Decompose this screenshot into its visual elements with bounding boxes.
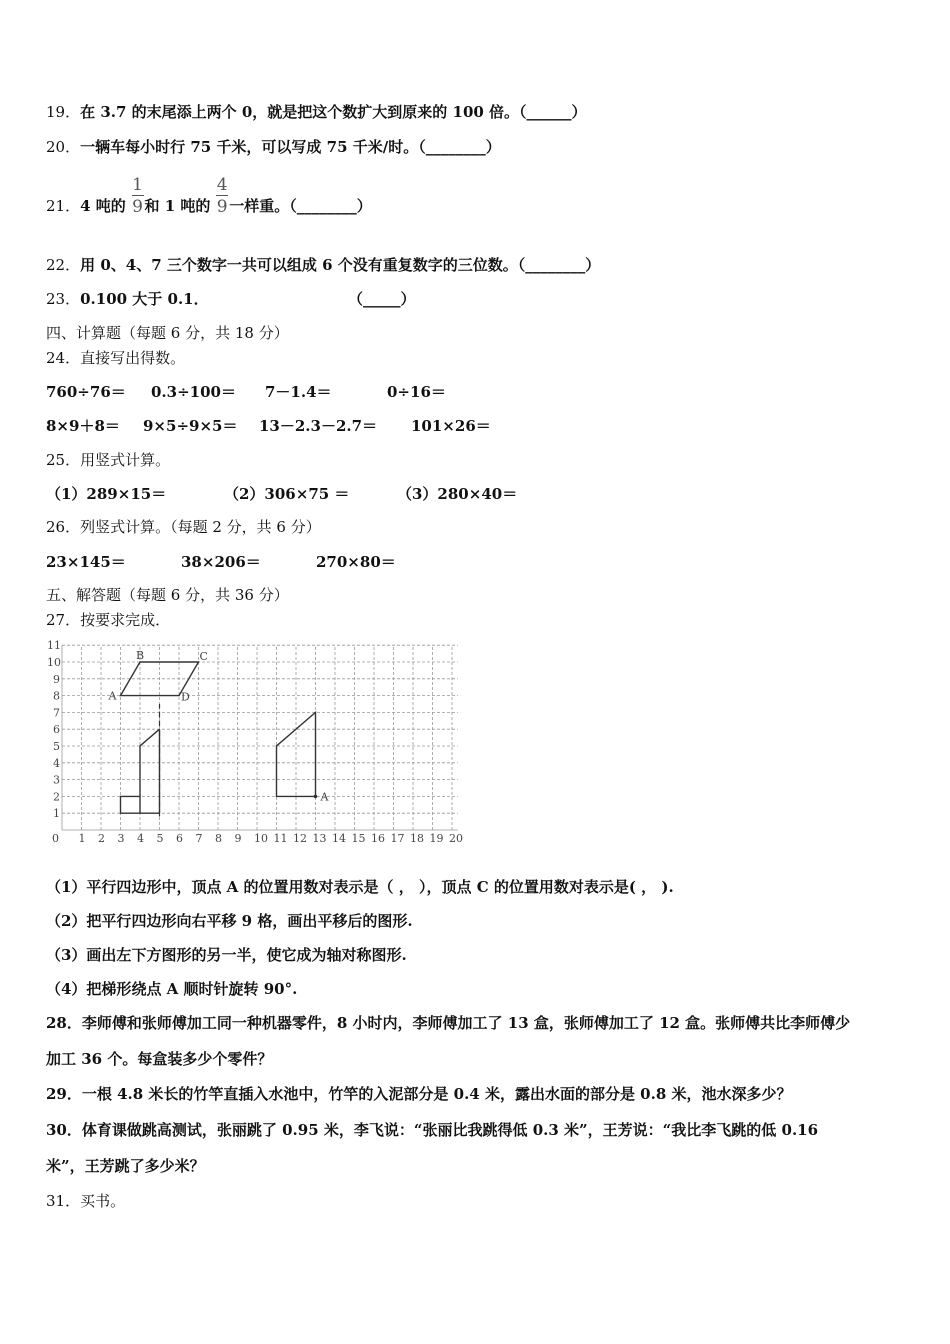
- q25-title: 25．用竖式计算。: [46, 451, 171, 469]
- q24-item: 13－2.3－2.7＝: [259, 417, 378, 435]
- q29: 29．一根 4.8 米长的竹竿直插入水池中，竹竿的入泥部分是 0.4 米，露出水面的部分是 0.8 米，池水深多少？: [46, 1085, 792, 1103]
- section-4-heading: 四、计算题（每题 6 分，共 18 分）: [46, 324, 289, 342]
- x-tick-label: 14: [332, 832, 346, 845]
- point-a-marker: [314, 795, 318, 799]
- fraction-four-ninths: $\frac{4}{9}$: [216, 175, 228, 217]
- fraction-one-ninth: $\frac{1}{9}$: [132, 175, 143, 217]
- q25-item: （1）289×15＝: [46, 485, 167, 503]
- y-tick-label: 8: [53, 689, 60, 703]
- q24-item: 760÷76＝: [46, 383, 126, 401]
- question-19: 19．在 3.7 的末尾添上两个 0，就是把这个数扩大到原来的 100 倍。（______）: [46, 103, 587, 121]
- label-C: C: [199, 650, 208, 663]
- x-tick-label: 12: [293, 832, 307, 845]
- x-tick-label: 18: [410, 832, 424, 845]
- label-A-trapezoid: A: [320, 790, 329, 804]
- q26-item: 270×80＝: [316, 553, 396, 571]
- x-tick-label: 11: [273, 832, 288, 845]
- q26-item: 38×206＝: [181, 553, 261, 571]
- x-tick-label: 8: [215, 832, 222, 845]
- section-5-heading: 五、解答题（每题 6 分，共 36 分）: [46, 586, 289, 604]
- y-tick-label: 3: [53, 773, 60, 787]
- q25-item: （2）306×75 ＝: [224, 485, 350, 503]
- q27-sub-2: （2）把平行四边形向右平移 9 格，画出平移后的图形.: [46, 912, 413, 930]
- question-20: 20．一辆车每小时行 75 千米，可以写成 75 千米/时。（________）: [46, 138, 501, 156]
- x-tick-label: 2: [98, 832, 105, 845]
- question-21: 21．4 吨的 $\frac{1}{9}$ 和 1 吨的 $\frac{4}{9}$ 一样重。（________）: [46, 175, 372, 217]
- x-tick-label: 16: [371, 832, 385, 845]
- q27-title: 27．按要求完成．: [46, 611, 171, 629]
- x-tick-label: 17: [390, 832, 405, 845]
- q24-item: 101×26＝: [411, 417, 491, 435]
- q26-item: 23×145＝: [46, 553, 126, 571]
- q26-title: 26．列竖式计算。（每题 2 分，共 6 分）: [46, 518, 321, 536]
- q24-item: 0÷16＝: [387, 383, 446, 401]
- y-tick-label: 1: [53, 807, 60, 821]
- y-tick-label: 7: [53, 706, 60, 720]
- x-tick-label: 6: [176, 832, 183, 845]
- q31: 31．买书。: [46, 1192, 126, 1210]
- x-tick-label: 3: [117, 832, 125, 845]
- y-tick-label: 10: [47, 656, 61, 669]
- x-tick-label: 10: [254, 832, 268, 845]
- question-22: 22．用 0、4、7 三个数字一共可以组成 6 个没有重复数字的三位数。（________）: [46, 256, 601, 274]
- q24-item: 0.3÷100＝: [151, 383, 236, 401]
- y-tick-label: 9: [53, 672, 60, 686]
- x-tick-label: 7: [195, 832, 203, 845]
- y-tick-label: 5: [53, 740, 60, 753]
- x-tick-label: 5: [156, 832, 164, 845]
- label-B: B: [136, 649, 145, 662]
- q30-line-2: 米”，王芳跳了多少米？: [46, 1157, 205, 1175]
- q27-sub-4: （4）把梯形绕点 A 顺时针旋转 90°.: [46, 980, 298, 998]
- q28-line-2: 加工 36 个。每盒装多少个零件？: [46, 1050, 273, 1068]
- q27-sub-3: （3）画出左下方图形的另一半，使它成为轴对称图形.: [46, 946, 407, 964]
- y-tick-label: 4: [53, 756, 60, 770]
- q24-item: 8×9＋8＝: [46, 417, 120, 435]
- label-A: A: [108, 689, 117, 703]
- x-tick-label: 20: [449, 832, 463, 845]
- q23-blank: （_____）: [348, 290, 416, 308]
- x-tick-label: 1: [78, 832, 86, 845]
- x-tick-label: 19: [429, 832, 444, 845]
- q24-item: 9×5÷9×5＝: [143, 417, 238, 435]
- label-D: D: [181, 690, 190, 704]
- q28-line-1: 28．李师傅和张师傅加工同一种机器零件，8 小时内，李师傅加工了 13 盒，张师傅加工了 12 盒。张师傅共比李师傅少: [46, 1014, 851, 1032]
- q30-line-1: 30．体育课做跳高测试，张丽跳了 0.95 米，李飞说：“张丽比我跳得低 0.3 米”，王芳说：“我比李飞跳的低 0.16: [46, 1121, 819, 1139]
- question-23: 23．0.100 大于 0.1．: [46, 290, 209, 308]
- q19-text: 在 3.7 的末尾添上两个 0，就是把这个数扩大到原来的 100 倍。（______）: [80, 103, 587, 121]
- half-shape-lower: [121, 796, 160, 813]
- y-tick-label: 6: [53, 723, 60, 737]
- q27-sub-1: （1）平行四边形中，顶点 A 的位置用数对表示是（ ， ），顶点 C 的位置用数对表示是( ， ).: [46, 878, 674, 896]
- x-tick-label: 15: [351, 832, 366, 845]
- x-tick-label: 0: [52, 832, 59, 845]
- x-tick-label: 4: [137, 832, 144, 845]
- x-tick-label: 9: [234, 832, 242, 845]
- q20-text: 一辆车每小时行 75 千米，可以写成 75 千米/时。（________）: [80, 138, 501, 156]
- y-tick-label: 2: [53, 790, 60, 804]
- q25-item: （3）280×40＝: [397, 485, 518, 503]
- q24-title: 24．直接写出得数。: [46, 349, 186, 367]
- y-tick-label: 11: [47, 639, 61, 653]
- coordinate-grid-figure: [40, 636, 463, 846]
- q24-item: 7－1.4＝: [265, 383, 332, 401]
- x-tick-label: 13: [312, 832, 327, 845]
